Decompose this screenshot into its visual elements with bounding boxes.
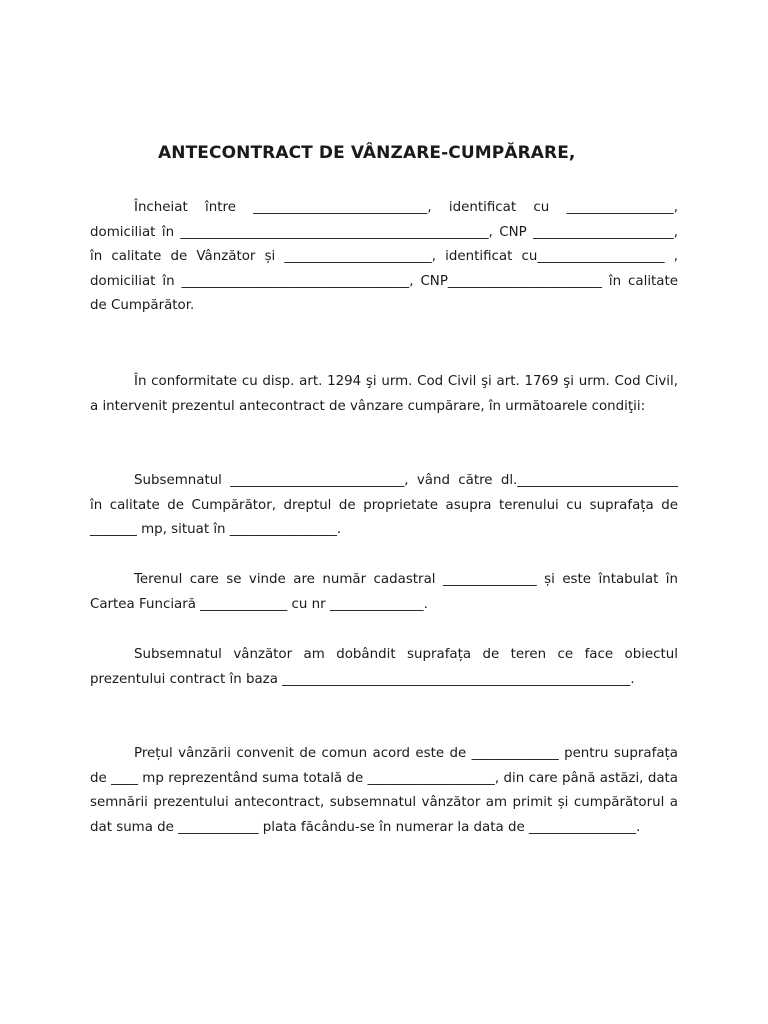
paragraph-sale-object: Subsemnatul __________________________, vând către dl.________________________ în calitate de Cumpărător, dreptul de proprietate asupra terenului cu suprafața de _______ mp, situat în ________________. [90, 473, 678, 538]
paragraph-price: Prețul vânzării convenit de comun acord este de _____________ pentru suprafața de ____ mp reprezentând suma totală de ___________________, din care până astăzi, data semnării prezentului antecontract, subsemnatul vânzător am primit și cumpărătorul a dat suma de ____________ plata făcându-se în numerar la data de ________________. [90, 746, 678, 835]
document-title: ANTECONTRACT DE VÂNZARE-CUMPĂRARE, [158, 143, 576, 163]
paragraph-legal-basis: În conformitate cu disp. art. 1294 şi urm. Cod Civil şi art. 1769 şi urm. Cod Civil, a intervenit prezentul antecontract de vânzare cumpărare, în următoarele condiţii: [90, 374, 678, 414]
paragraph-acquisition: Subsemnatul vânzător am dobândit suprafața de teren ce face obiectul prezentului contract în baza ____________________________________________________. [90, 647, 678, 687]
paragraph-parties: Încheiat între __________________________, identificat cu ________________, domiciliat în ______________________________________________, CNP _____________________, în calitate de Vânzător și ______________________, identificat cu___________________ , domiciliat în __________________________________, CNP_______________________ în calitate de Cumpărător. [90, 200, 678, 314]
paragraph-cadastral: Terenul care se vinde are număr cadastral ______________ și este întabulat în Cartea Funciară _____________ cu nr ______________. [90, 572, 678, 612]
